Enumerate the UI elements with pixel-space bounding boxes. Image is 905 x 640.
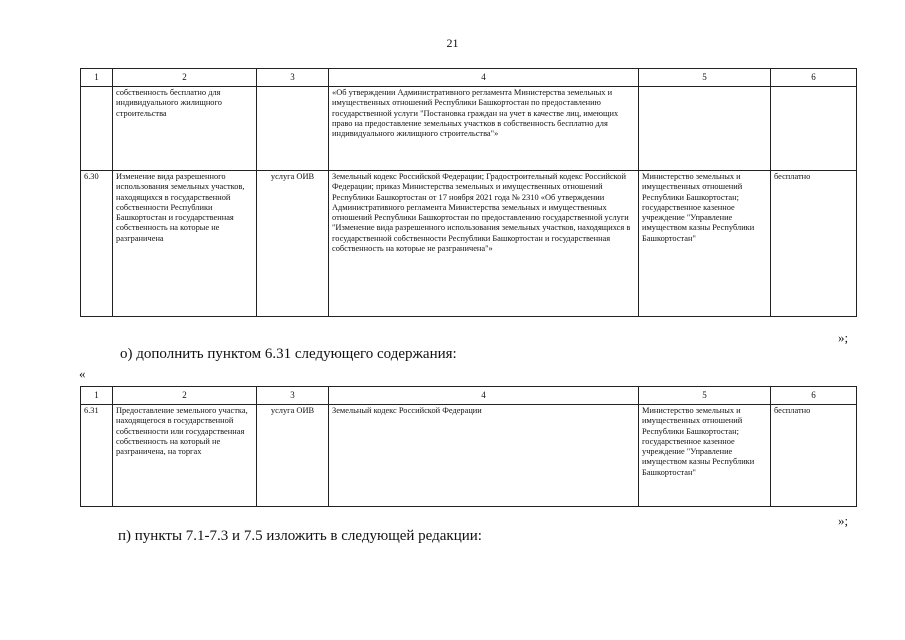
cell-legal-basis: Земельный кодекс Российской Федерации — [329, 405, 639, 507]
cell-provider — [639, 87, 771, 171]
col-header-1: 1 — [81, 387, 113, 405]
table-row — [81, 405, 857, 507]
cell-fee: бесплатно — [771, 171, 857, 317]
col-header-5: 5 — [639, 387, 771, 405]
cell-fee — [771, 87, 857, 171]
col-header-3: 3 — [257, 69, 329, 87]
col-header-5: 5 — [639, 69, 771, 87]
col-header-6: 6 — [771, 69, 857, 87]
col-header-4: 4 — [329, 69, 639, 87]
cell-service-name: собственность бесплатно для индивидуального жилищного строительства — [113, 87, 257, 171]
table-row — [81, 87, 857, 171]
cell-legal-basis: «Об утверждении Административного регламента Министерства земельных и имущественных отношений Республики Башкортостан по предоставлению государственной услуги "Постановка граждан на учет в качестве лиц, имеющих право на предоставление земельных участков в собственность бесплатно для индивидуального жилищного строительства"» — [329, 87, 639, 171]
cell-service-type: услуга ОИВ — [257, 171, 329, 317]
closing-quote: »; — [838, 330, 849, 345]
table-row — [81, 171, 857, 317]
cell-service-type — [257, 87, 329, 171]
paragraph-p: п) пункты 7.1-7.3 и 7.5 изложить в следующей редакции: — [118, 528, 482, 544]
col-header-6: 6 — [771, 387, 857, 405]
cell-service-name: Предоставление земельного участка, находящегося в государственной собственности или государственная собственность на который не разграничена, на торгах — [113, 405, 257, 507]
col-header-1: 1 — [81, 69, 113, 87]
col-header-3: 3 — [257, 387, 329, 405]
page-number: 21 — [446, 36, 459, 50]
services-table-2 — [80, 386, 857, 507]
opening-quote: « — [79, 366, 86, 381]
cell-legal-basis: Земельный кодекс Российской Федерации; Градостроительный кодекс Российской Федерации; приказ Министерства земельных и имущественных отношений Республики Башкортостан от 17 ноября 2021 года № 2310 «Об утверждении Административного регламента Министерства земельных и имущественных отношений Республики Башкортостан по предоставлению государственной услуги "Изменение вида разрешенного использования земельных участков, находящихся в государственной собственности Республики Башкортостан и государственная собственность на которые не разграничена"» — [329, 171, 639, 317]
cell-service-type: услуга ОИВ — [257, 405, 329, 507]
col-header-2: 2 — [113, 387, 257, 405]
cell-service-name: Изменение вида разрешенного использования земельных участков, находящихся в государственной собственности Республики Башкортостан и государственная собственность на которые не разграничена — [113, 171, 257, 317]
paragraph-o: о) дополнить пунктом 6.31 следующего содержания: — [120, 346, 457, 362]
cell-provider: Министерство земельных и имущественных отношений Республики Башкортостан; государственное казенное учреждение "Управление имуществом казны Республики Башкортостан" — [639, 405, 771, 507]
cell-num: 6.30 — [81, 171, 113, 317]
col-header-4: 4 — [329, 387, 639, 405]
col-header-2: 2 — [113, 69, 257, 87]
cell-num — [81, 87, 113, 171]
cell-fee: бесплатно — [771, 405, 857, 507]
closing-quote: »; — [838, 513, 849, 528]
table-header-row — [81, 387, 857, 405]
cell-provider: Министерство земельных и имущественных отношений Республики Башкортостан; государственное казенное учреждение "Управление имуществом казны Республики Башкортостан" — [639, 171, 771, 317]
services-table-1 — [80, 68, 857, 317]
cell-num: 6.31 — [81, 405, 113, 507]
table-header-row — [81, 69, 857, 87]
